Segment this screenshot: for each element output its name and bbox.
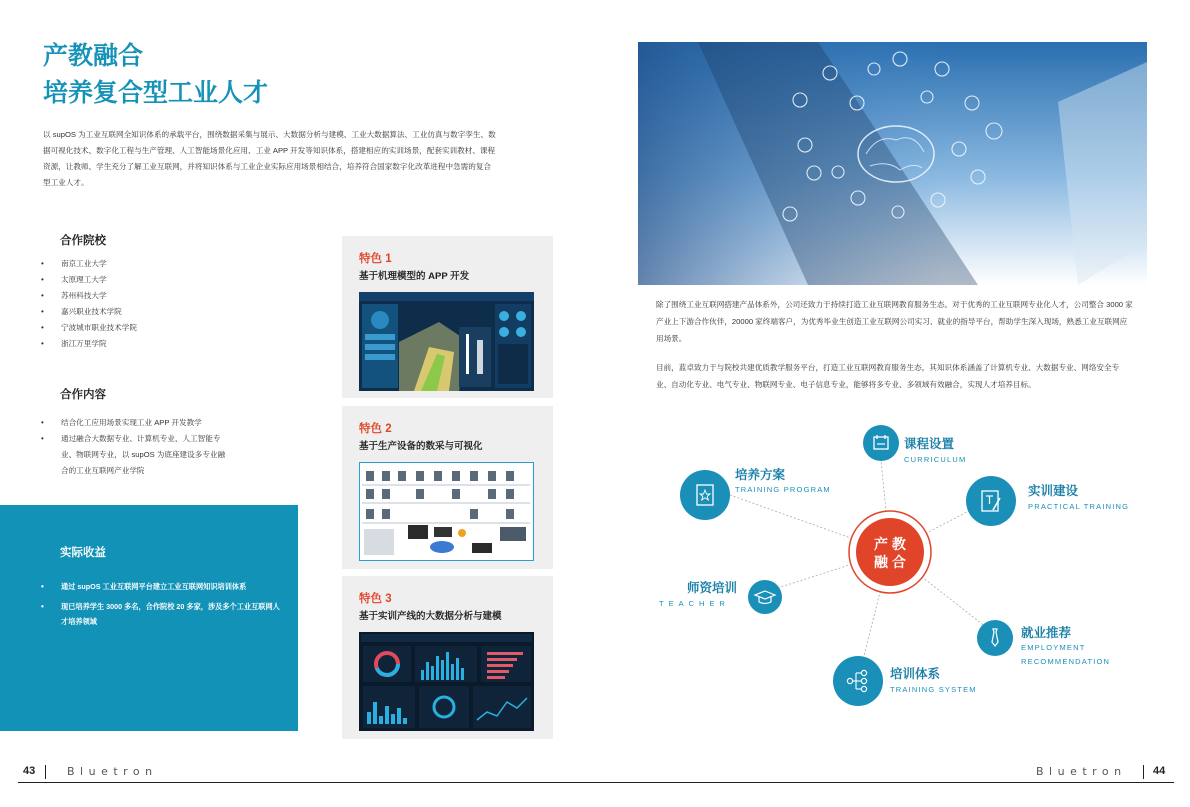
list-item: • 浙江万里学院 [41, 336, 137, 352]
footer-divider [18, 782, 1174, 783]
title-line-2: 培养复合型工业人才 [43, 79, 269, 107]
feature-card-1 [342, 236, 553, 398]
graduation-cap-icon [748, 580, 782, 614]
teacher-node [748, 580, 782, 614]
content-heading: 合作内容 [60, 389, 106, 401]
footer-separator-left [45, 765, 46, 779]
list-item: • 结合化工应用场景实现工业 APP 开发教学 [41, 415, 231, 431]
practical-training-node [966, 476, 1016, 526]
footer-separator-right [1143, 765, 1144, 779]
training-system-node [833, 656, 883, 706]
integration-diagram [640, 420, 1150, 730]
practical-training-label: 实训建设 [1028, 484, 1079, 498]
employment-label-en-line-1: EMPLOYMENT [1021, 643, 1086, 652]
center-badge [856, 535, 924, 571]
training-system-label-en: TRAINING SYSTEM [890, 685, 977, 694]
partners-section [60, 232, 137, 352]
page-title [43, 38, 268, 112]
title-line-1: 产教融合 [43, 42, 144, 70]
training-program-label: 培养方案 [735, 468, 786, 482]
content-list [41, 415, 231, 479]
list-item: • 南京工业大学 [41, 256, 137, 272]
training-system-label: 培训体系 [890, 667, 941, 681]
feature-card-3 [342, 576, 553, 739]
training-program-label-en: TRAINING PROGRAM [735, 485, 831, 494]
list-item: • 嘉兴职业技术学院 [41, 304, 137, 320]
calendar-icon [863, 425, 899, 461]
list-item: • 通过 supOS 工业互联网平台建立工业互联网知识培训体系 [41, 579, 281, 594]
curriculum-label-en: CURRICULUM [904, 455, 967, 464]
employment-node [977, 620, 1013, 656]
partners-list [41, 256, 137, 352]
document-star-icon [680, 470, 730, 520]
right-paragraph-2: 目前，蓝卓致力于与院校共建优质教学服务平台，打造工业互联网教育服务生态，其知识体系涵盖了计算机专业、大数据专业、网络安全专业、自动化专业、电气专业、物联网专业、电子信息专业，能够将多专业、多领域有效融合，实现人才培养目标。 [656, 363, 1120, 389]
content-section [60, 386, 231, 479]
benefits-box [0, 505, 298, 731]
app-dev-screenshot [359, 292, 534, 391]
employment-label: 就业推荐 [1021, 626, 1072, 640]
employment-label-en [1021, 641, 1110, 669]
benefits-list [41, 579, 281, 634]
practical-training-label-en: PRACTICAL TRAINING [1028, 502, 1130, 511]
data-collection-diagram [359, 462, 534, 561]
feature-title: 基于生产设备的数采与可视化 [359, 441, 483, 452]
tie-icon [977, 620, 1013, 656]
feature-card-2 [342, 406, 553, 569]
center-label-line-2: 融 合 [874, 554, 906, 570]
feature-title: 基于实训产线的大数据分析与建模 [359, 611, 502, 622]
list-item: • 苏州科技大学 [41, 288, 137, 304]
benefits-heading: 实际收益 [60, 547, 106, 559]
feature-tag: 特色 2 [359, 423, 392, 435]
brand-left: Bluetron [67, 765, 158, 778]
board-pen-icon [966, 476, 1016, 526]
page-number-left: 43 [23, 765, 36, 777]
curriculum-label: 课程设置 [904, 437, 955, 451]
big-data-dashboard [359, 632, 534, 731]
curriculum-node [863, 425, 899, 461]
teacher-label: 师资培训 [687, 581, 738, 595]
employment-label-en-line-2: RECOMMENDATION [1021, 657, 1111, 666]
brand-right: Bluetron [1036, 765, 1127, 778]
training-program-node [680, 470, 730, 520]
list-item: • 宁波城市职业技术学院 [41, 320, 137, 336]
page-number-right: 44 [1153, 765, 1166, 777]
network-icon [833, 656, 883, 706]
center-label-line-1: 产 教 [874, 536, 906, 552]
hero-image [638, 42, 1147, 285]
feature-tag: 特色 3 [359, 593, 392, 605]
partners-heading: 合作院校 [60, 235, 106, 247]
list-item: • 太原理工大学 [41, 272, 137, 288]
list-item: • 通过融合大数据专业、计算机专业、人工智能专业、物联网专业，以 supOS 为底座建设多专业融合的工业互联网产业学院 [41, 431, 231, 479]
feature-title: 基于机理模型的 APP 开发 [359, 271, 470, 282]
right-paragraph-1: 除了围绕工业互联网搭建产品体系外，公司还致力于持续打造工业互联网教育服务生态。对于优秀的工业互联网专业化人才，公司整合 3000 家产业上下游合作伙伴，20000 家终端客户，为优秀毕业生创造工业互联网公司实习、就业的指导平台，帮助学生深入现场，熟悉工业互联网应用场景。 [656, 300, 1133, 343]
feature-tag: 特色 1 [359, 253, 392, 265]
intro-paragraph: 以 supOS 为工业互联网全知识体系的承载平台，围绕数据采集与展示、大数据分析与建模、工业大数据算法、工业仿真与数字孪生、数据可视化技术、数字化工程与生产管理、人工智能场景化应用、工业 APP 开发等知识体系，搭建相应的实训场景，配套实训教材、课程资源，让教师、学生充分了解工业互联网，并将知识体系与工业企业实际应用场景相结合，培养符合国家数字化改革进程中急需的复合型工业人才。 [43, 130, 496, 187]
teacher-label-en: TEACHER [659, 599, 730, 608]
list-item: • 现已培养学生 3000 多名，合作院校 20 多家，涉及多个工业互联网人才培养领域 [41, 599, 281, 629]
